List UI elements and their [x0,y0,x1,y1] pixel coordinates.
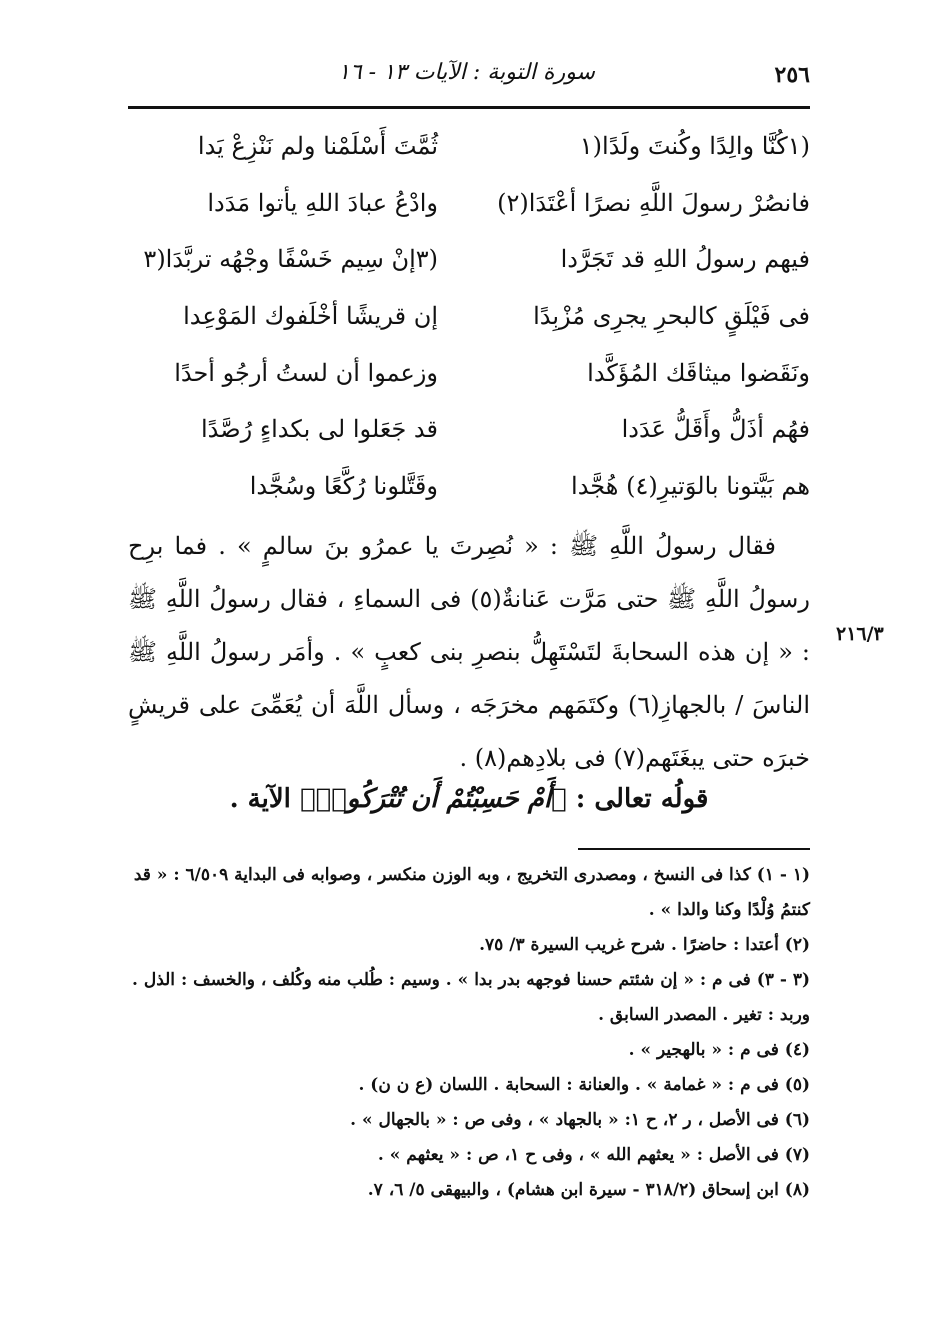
verse-second-hemistich: قد جَعَلوا لى بكداءٍ رُصَّدًا [200,415,438,444]
verse-first-hemistich: ونَقَضوا ميثاقَك المُؤَكَّدا [587,358,810,387]
verse-first-hemistich: فانصُرْ رسولَ اللَّهِ نصرًا أعْتَدَا(٢) [497,188,810,217]
verse [128,298,810,355]
verse-second-hemistich: وادْعُ عبادَ اللهِ يأتوا مَدَدا [207,188,438,217]
footnote: (٣ - ٣) فى م : « إن شئتم حسنا فوجهه بدر بدا » . وسيم : طُلب منه وكُلف ، والخسف : الذل . وربد : تغير . المصدر السابق . [132,970,810,1025]
quran-heading-prefix: قولُه تعالى : [566,784,709,814]
verse [128,128,810,185]
quran-verse-text: ﴿أَمْ حَسِبْتُمْ أَن تُتْرَكُوا۟﴾ [299,784,567,814]
footnote: (٥) فى م : « غمامة » . والعنانة : السحابة . اللسان (ع ن ن) . [358,1075,810,1095]
footnote: (٨) ابن إسحاق (٣١٨/٢ - سيرة ابن هشام) ، والبيهقى ٥/ ٦، ٧. [367,1180,810,1200]
quran-heading-suffix: الآية . [229,784,300,814]
header-rule [128,106,810,109]
footnote-rule [578,848,810,850]
footnote: (١ - ١) كذا فى النسخ ، ومصدرى التخريج ، وبه الوزن منكسر ، وصوابه فى البداية ٦/٥٠٩ : « قد كنتمُ وُلْدًا وكنا والدا » . [133,865,810,920]
prose-text: فقال رسولُ اللَّهِ ﷺ : « نُصِرتَ يا عمرُو بنَ سالمٍ » . فما برِح رسولُ اللَّهِ ﷺ حتى مَرَّت عَنانةٌ(٥) فى السماءِ ، فقال رسولُ اللَّهِ ﷺ : « إن هذه السحابةَ لتَسْتَهِلُّ بنصرِ بنى كعبٍ » . وأمَر رسولُ اللَّهِ ﷺ الناسَ / بالجهازِ(٦) وكتَمَهم مخرَجَه ، وسأل اللَّهَ أن يُعَمِّىَ على قريشٍ خبرَه حتى يبغَتَهم(٧) فى بلادِهم(٨) . [128,532,810,772]
verse-second-hemistich: وزعموا أن لستُ أرجُو أحدًا [174,358,438,387]
verse-first-hemistich: فيهم رسولُ اللهِ قد تَجَرَّدا [560,245,810,274]
footnote: (٧) فى الأصل : « يعثهم الله » ، وفى ح ١، ص : « يعثهم » . [377,1145,810,1165]
poem [128,128,810,525]
quran-verse-heading [128,784,810,814]
verse [128,411,810,468]
verse [128,185,810,242]
verse-first-hemistich: هم بَيَّتونا بالوَتيرِ(٤) هُجَّدا [571,472,810,501]
footnote: (٤) فى م : « بالهجير » . [628,1040,810,1060]
verse-first-hemistich: فى فَيْلَقٍ كالبحرِ يجرِى مُزْبِدًا [533,302,810,331]
footnote: (٦) فى الأصل ، ر ٢، ح ١: « بالجهاد » ، وفى ص : « بالجهال » . [350,1110,810,1130]
verse [128,355,810,412]
footnotes [120,858,810,1208]
verse-first-hemistich: (١كُنَّا والِدًا وكُنتَ ولَدًا(١ [579,132,810,160]
footnote: (٢) أعتدا : حاضرًا . شرح غريب السيرة ٣/ ٧٥. [479,935,810,955]
page-number: ٢٥٦ [774,62,810,88]
verse [128,241,810,298]
verse-first-hemistich: فهُم أذَلُّ وأَقَلُّ عَدَدا [621,415,810,444]
verse [128,468,810,525]
running-title: سورة التوبة : الآيات ١٣ - ١٦ [338,60,595,85]
margin-reference: ٢١٦/٣ [836,623,884,645]
verse-second-hemistich: وقَتَّلونا رُكَّعًا وسُجَّدا [249,472,438,501]
verse-second-hemistich: ثُمَّتَ أَسْلَمْنا ولم نَنْزِعْ يَدا [197,132,438,160]
page-header [128,58,810,98]
prose-paragraph [128,520,810,785]
verse-second-hemistich: إن قريشًا أخْلَفوك المَوْعِدا [183,302,438,331]
verse-second-hemistich: (٣إنْ سِيم خَسْفًا وجْهُه تربَّدَا(٣ [143,245,438,274]
